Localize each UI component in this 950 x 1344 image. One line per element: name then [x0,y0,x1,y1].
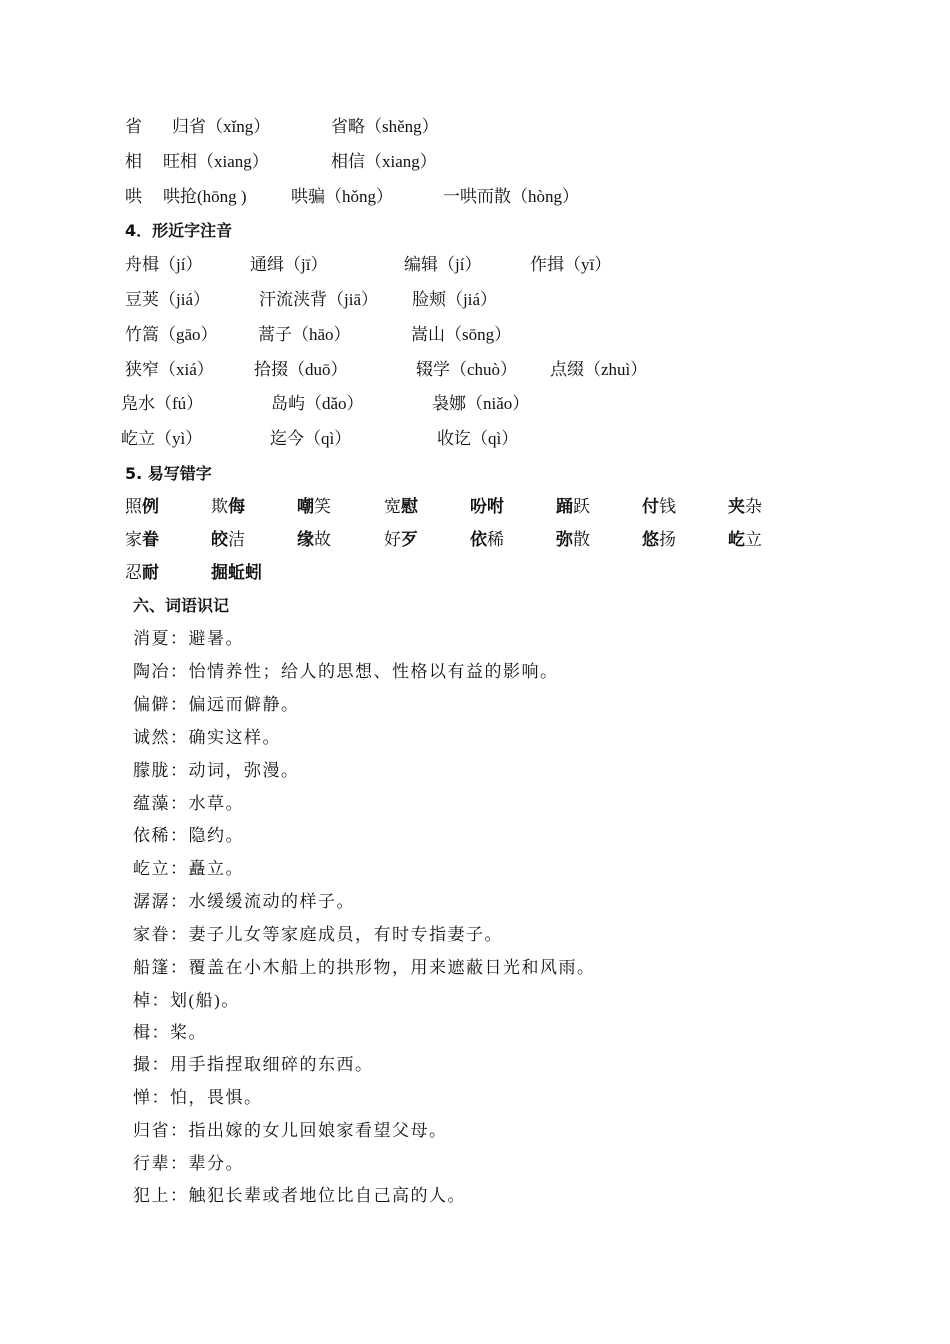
typo-word-normal: 好 [384,530,401,549]
typo-word [125,525,159,555]
typo-word [556,525,590,555]
section-title: 5. 易写错字 [125,464,212,483]
pinyin-item: 凫水（fú） [121,394,204,413]
vocab-text: 楫：桨。 [133,1023,207,1042]
vocab-text: 棹：划(船)。 [133,991,240,1010]
pinyin-item: 狭窄（xiá） [125,360,214,379]
typo-word-key: 嘲 [297,497,314,517]
pinyin-item: 收讫（qì） [437,429,519,448]
typo-word-normal: 家 [125,530,142,549]
vocab-text: 依稀：隐约。 [133,826,244,845]
pinyin-item: 相信（xiang） [331,152,437,171]
pinyin-item: 归省（xǐng） [172,117,271,136]
typo-word-key: 踊 [556,497,573,517]
polyphone-char: 相 [125,152,142,171]
vocab-text: 潺潺：水缓缓流动的样子。 [133,892,355,911]
typo-word-key: 悠 [642,530,659,550]
pinyin-item: 舟楫（jí） [125,255,203,274]
typo-word-normal: 照 [125,497,142,516]
pinyin-item: 汗流浃背（jiā） [259,290,378,309]
typo-word-key: 屹 [728,530,745,550]
pinyin-item: 旺相（xiang） [163,152,269,171]
typo-word-key: 咐 [487,497,504,517]
vocab-text: 家眷：妻子儿女等家庭成员，有时专指妻子。 [133,925,503,944]
typo-word [211,492,245,522]
pinyin-item: 蒿子（hāo） [258,325,351,344]
typo-word-key: 弥 [556,530,573,550]
section-title: 4．形近字注音 [125,221,233,240]
typo-word-key: 例 [142,497,159,517]
typo-word-key: 缘 [297,530,314,550]
vocab-text: 归省：指出嫁的女儿回娘家看望父母。 [133,1121,448,1140]
section-title: 六、词语识记 [133,596,230,615]
typo-word [125,492,159,522]
pinyin-item: 辍学（chuò） [416,360,518,379]
vocab-text: 陶冶：怡情养性；给人的思想、性格以有益的影响。 [133,662,559,681]
polyphone-char: 哄 [125,187,142,206]
vocab-text: 行辈：辈分。 [133,1154,244,1173]
pinyin-item: 哄抢(hōng ) [163,187,247,206]
typo-word [125,558,159,588]
pinyin-item: 拾掇（duō） [254,360,348,379]
typo-word-key: 皎 [211,530,228,550]
typo-word-key: 眷 [142,530,159,550]
pinyin-item: 一哄而散（hòng） [443,187,579,206]
typo-word-normal: 欺 [211,497,228,516]
typo-word [384,525,418,555]
typo-word [642,492,676,522]
pinyin-item: 袅娜（niǎo） [432,394,530,413]
pinyin-item: 脸颊（jiá） [412,290,497,309]
pinyin-item: 迄今（qì） [270,429,352,448]
pinyin-item: 岛屿（dǎo） [271,394,364,413]
polyphone-char: 省 [125,117,142,136]
pinyin-item: 点缀（zhuì） [550,360,648,379]
vocab-text: 偏僻：偏远而僻静。 [133,695,300,714]
typo-word-normal: 杂 [745,497,762,516]
typo-word-key: 慰 [401,497,418,517]
pinyin-item: 屹立（yì） [121,429,203,448]
typo-word-key: 夹 [728,497,745,517]
typo-word-key: 依 [470,530,487,550]
pinyin-item: 竹篙（gāo） [125,325,218,344]
typo-word-key: 掘蚯蚓 [211,563,262,583]
typo-word-normal: 洁 [228,530,245,549]
vocab-text: 诚然：确实这样。 [133,728,281,747]
pinyin-item: 嵩山（sōng） [411,325,512,344]
pinyin-item: 哄骗（hǒng） [291,187,393,206]
vocab-text: 消夏：避暑。 [133,629,244,648]
typo-word-key: 歹 [401,530,418,550]
vocab-text: 撮：用手指捏取细碎的东西。 [133,1055,374,1074]
typo-word [470,525,504,555]
typo-word [470,492,504,522]
vocab-text: 朦胧：动词，弥漫。 [133,761,300,780]
pinyin-item: 省略（shěng） [331,117,439,136]
typo-word-normal: 扬 [659,530,676,549]
vocab-text: 惮：怕，畏惧。 [133,1088,263,1107]
typo-word [642,525,676,555]
typo-word-normal: 笑 [314,497,331,516]
vocab-text: 蕴藻：水草。 [133,794,244,813]
typo-word-normal: 散 [573,530,590,549]
typo-word [556,492,590,522]
vocab-text: 屹立：矗立。 [133,859,244,878]
pinyin-item: 作揖（yī） [530,255,612,274]
typo-word [384,492,418,522]
typo-word-key: 耐 [142,563,159,583]
typo-word [297,525,331,555]
typo-word-normal: 跃 [573,497,590,516]
typo-word [211,558,262,588]
typo-word-normal: 钱 [659,497,676,516]
typo-word [728,492,762,522]
typo-word-key: 付 [642,497,659,517]
typo-word [297,492,331,522]
typo-word-normal: 宽 [384,497,401,516]
typo-word-normal: 故 [314,530,331,549]
typo-word-normal: 忍 [125,563,142,582]
typo-word-key: 吩 [470,497,487,517]
typo-word [728,525,762,555]
typo-word [211,525,245,555]
typo-word-normal: 稀 [487,530,504,549]
vocab-text: 船篷：覆盖在小木船上的拱形物，用来遮蔽日光和风雨。 [133,958,596,977]
typo-word-key: 侮 [228,497,245,517]
vocab-text: 犯上：触犯长辈或者地位比自己高的人。 [133,1186,466,1205]
pinyin-item: 豆荚（jiá） [125,290,210,309]
pinyin-item: 编辑（jí） [404,255,482,274]
typo-word-normal: 立 [745,530,762,549]
pinyin-item: 通缉（jī） [250,255,328,274]
